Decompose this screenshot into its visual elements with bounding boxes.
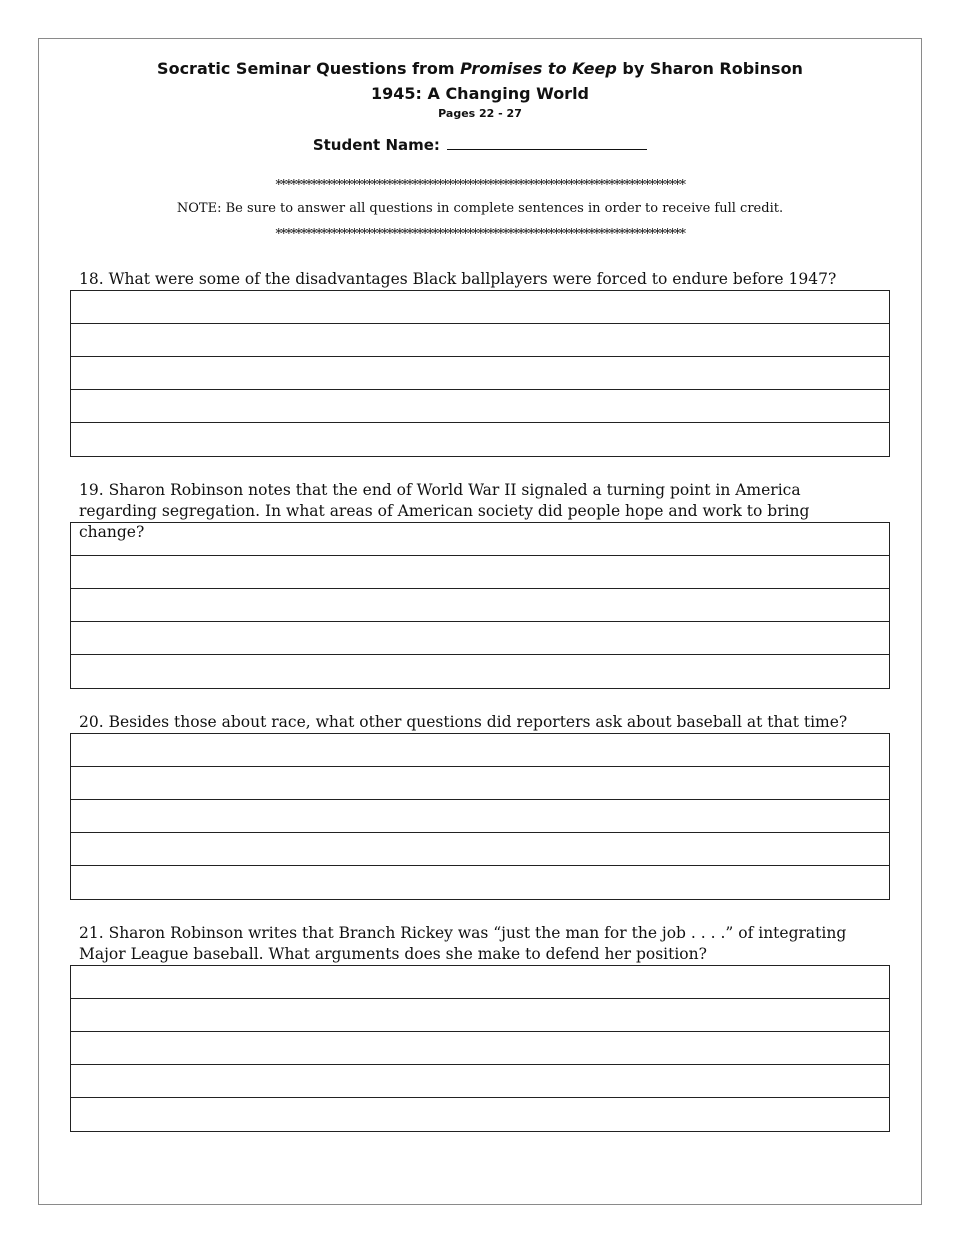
- title-suffix: by Sharon Robinson: [622, 59, 803, 78]
- answer-line[interactable]: [71, 1032, 889, 1065]
- answer-line[interactable]: [71, 291, 889, 324]
- answer-line[interactable]: [71, 1098, 889, 1131]
- answer-line[interactable]: [71, 324, 889, 357]
- question-18: 18. What were some of the disadvantages Black ballplayers were forced to endure before 1947?: [79, 270, 837, 288]
- question-21: 21. Sharon Robinson writes that Branch Rickey was “just the man for the job . . . .” of integrating Major League baseball. What arguments does she make to defend her position?: [79, 924, 847, 963]
- answer-box-18[interactable]: [70, 290, 890, 457]
- answer-line[interactable]: [71, 833, 889, 866]
- answer-box-21[interactable]: [70, 965, 890, 1132]
- book-title: Promises to Keep: [460, 59, 617, 78]
- student-name-label: Student Name:: [312, 136, 440, 154]
- answer-line[interactable]: [71, 390, 889, 423]
- answer-line[interactable]: [71, 655, 889, 688]
- answer-line[interactable]: [71, 556, 889, 589]
- divider-top: *********************************************************************************: [275, 178, 685, 193]
- answer-line[interactable]: [71, 589, 889, 622]
- answer-line[interactable]: [71, 523, 889, 556]
- instructions-note: NOTE: Be sure to answer all questions in complete sentences in order to receive full credit.: [176, 201, 784, 216]
- answer-line[interactable]: [71, 357, 889, 390]
- answer-box-19[interactable]: [70, 522, 890, 689]
- answer-line[interactable]: [71, 999, 889, 1032]
- answer-line[interactable]: [71, 734, 889, 767]
- student-name-blank[interactable]: [447, 137, 647, 150]
- chapter-title: 1945: A Changing World: [370, 84, 590, 103]
- answer-line[interactable]: [71, 622, 889, 655]
- question-20: 20. Besides those about race, what other questions did reporters ask about baseball at that time?: [79, 713, 848, 731]
- answer-line[interactable]: [71, 1065, 889, 1098]
- student-name-row: [0, 136, 960, 154]
- answer-line[interactable]: [71, 423, 889, 456]
- title-prefix: Socratic Seminar Questions from: [157, 59, 455, 78]
- worksheet-title: [0, 59, 960, 78]
- answer-line[interactable]: [71, 800, 889, 833]
- answer-box-20[interactable]: [70, 733, 890, 900]
- answer-line[interactable]: [71, 966, 889, 999]
- answer-line[interactable]: [71, 866, 889, 899]
- answer-line[interactable]: [71, 767, 889, 800]
- page-range: Pages 22 - 27: [438, 107, 522, 120]
- question-19: 19. Sharon Robinson notes that the end of World War II signaled a turning point in America regarding segregation. In what areas of American society did people hope and work to bring change?: [79, 481, 810, 541]
- divider-bottom: *********************************************************************************: [275, 227, 685, 242]
